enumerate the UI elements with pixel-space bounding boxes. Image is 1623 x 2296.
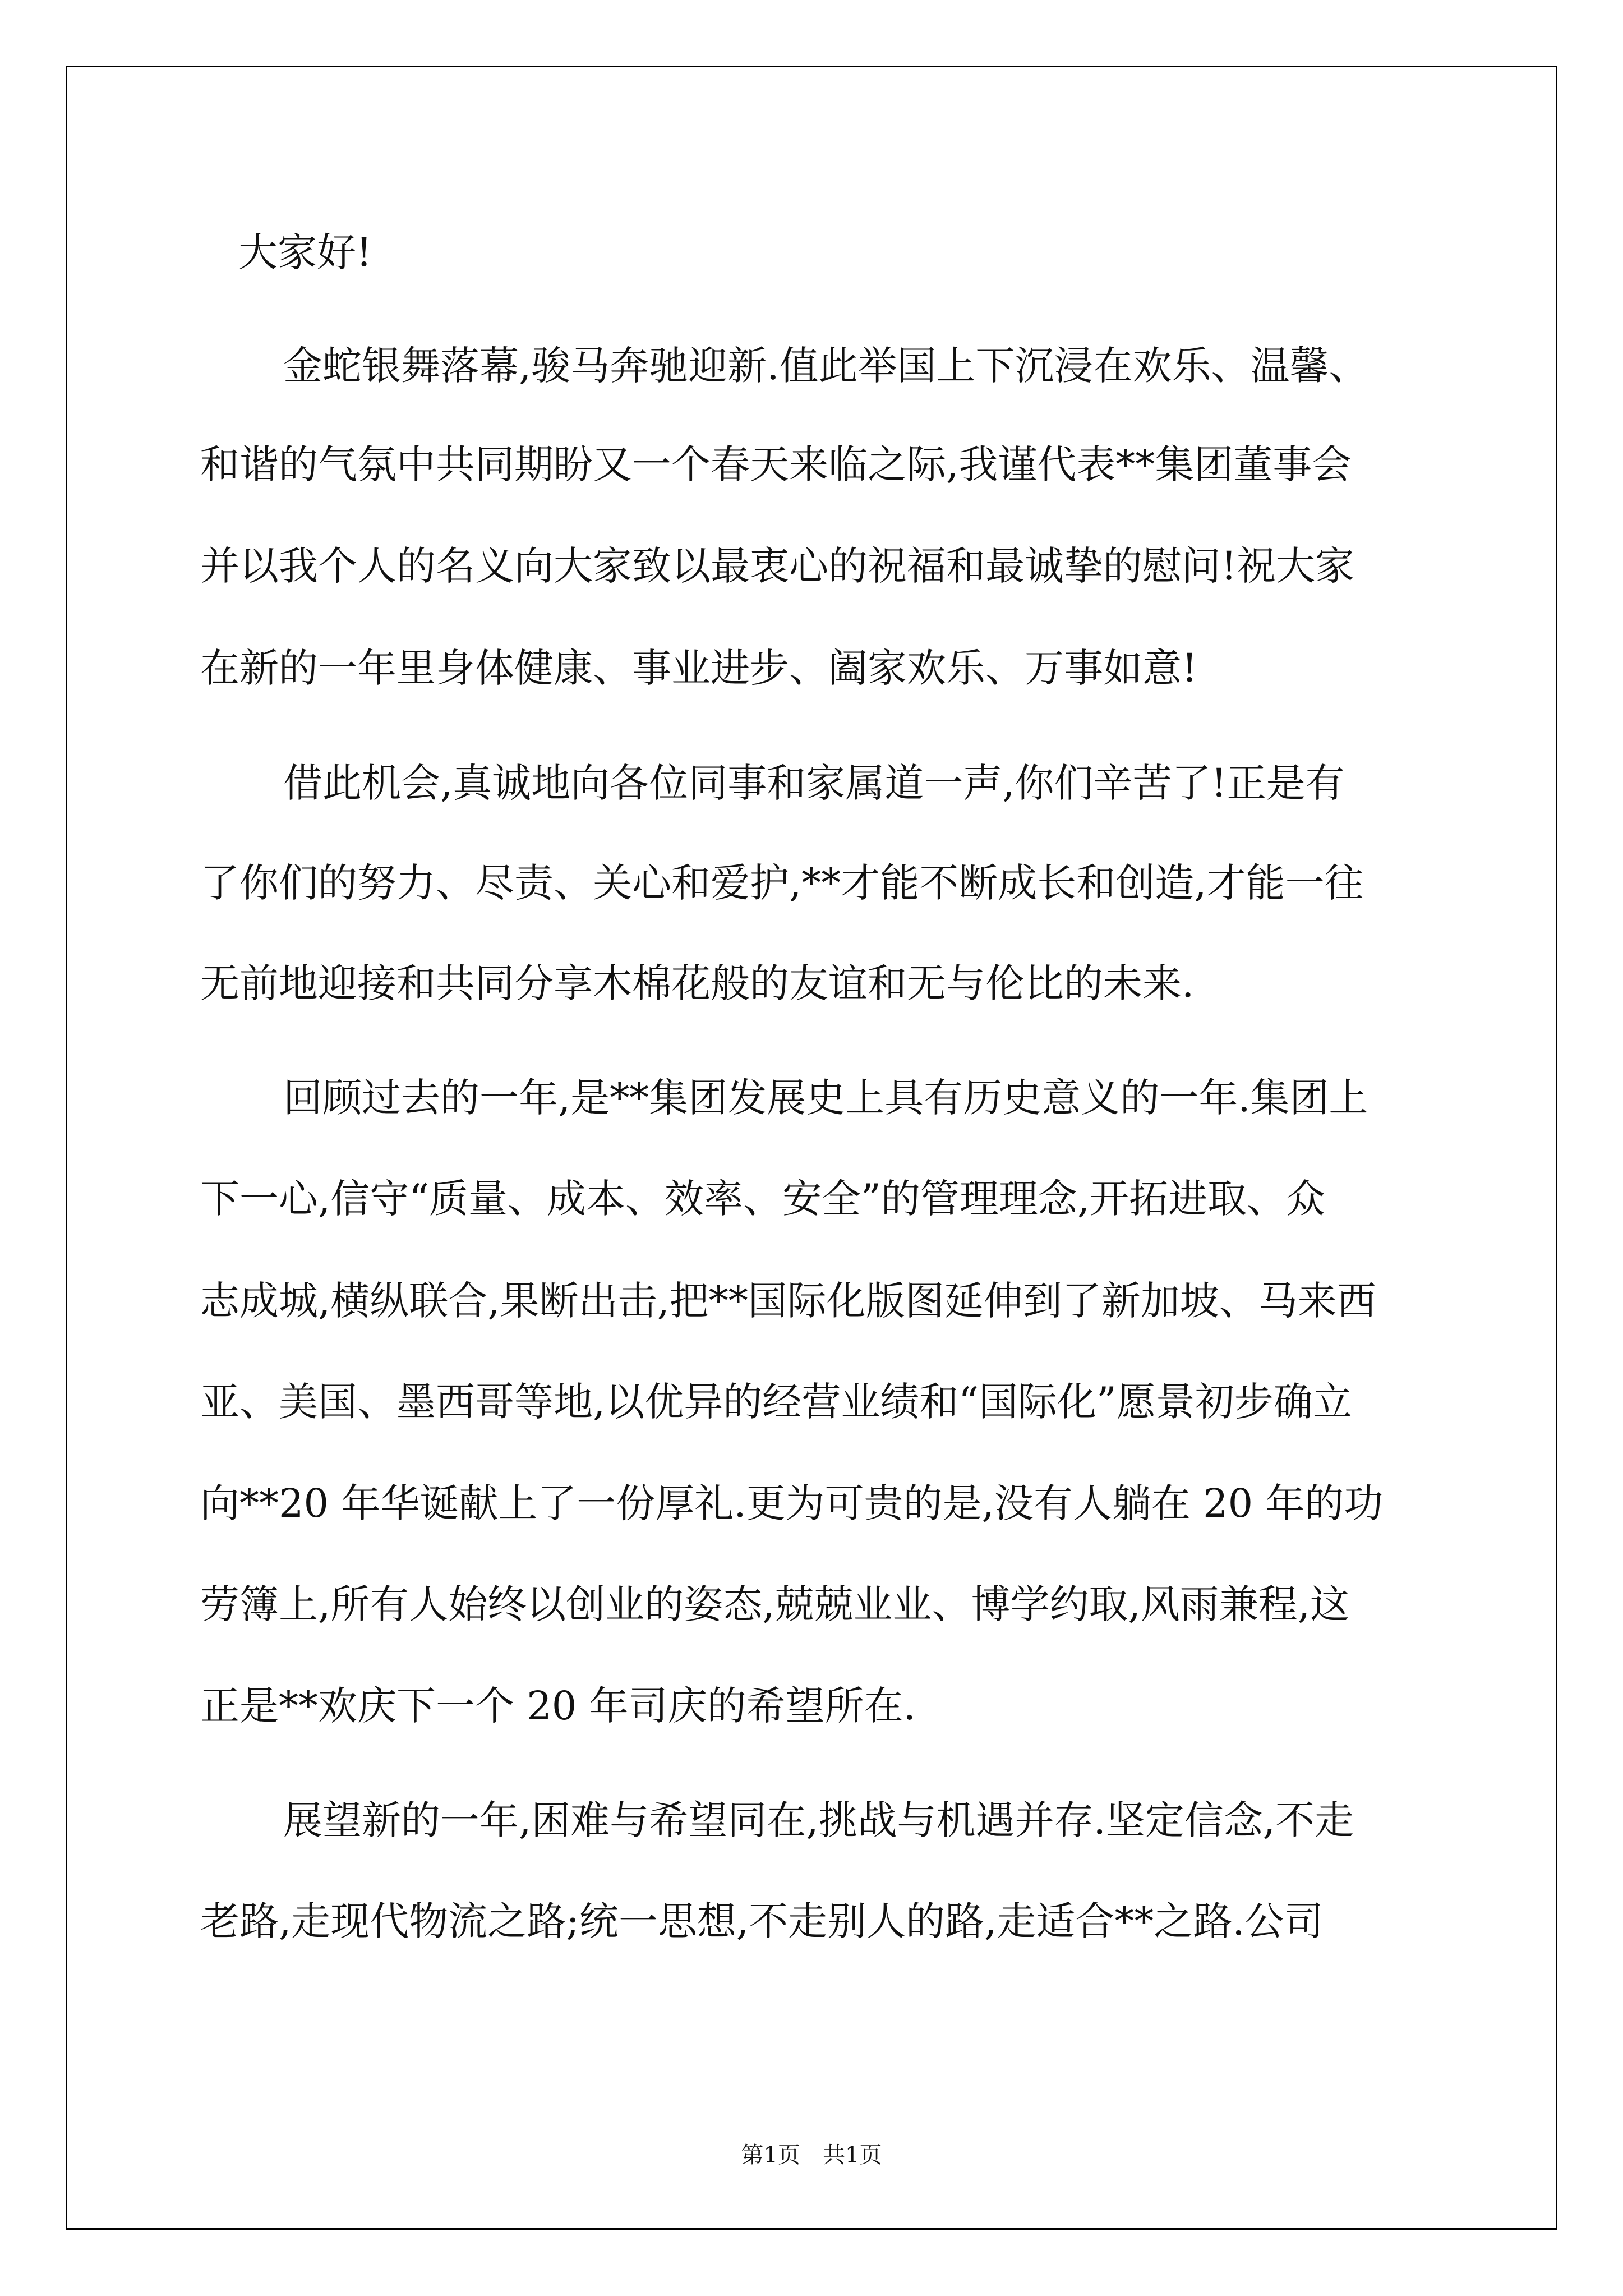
text-line: 下一心,信守“质量、成本、效率、安全”的管理理念,开拓进取、众 xyxy=(200,1176,1326,1222)
text-line: 在新的一年里身体健康、事业进步、阖家欢乐、万事如意! xyxy=(200,645,1198,691)
text-line: 无前地迎接和共同分享木棉花般的友谊和无与伦比的未来. xyxy=(200,960,1195,1006)
page-number: 第1页 共1页 xyxy=(741,2142,882,2168)
text-line: 正是**欢庆下一个 20 年司庆的希望所在. xyxy=(200,1683,916,1729)
text-line: 老路,走现代物流之路;统一思想,不走别人的路,走适合**之路.公司 xyxy=(200,1898,1324,1944)
text-line: 向**20 年华诞献上了一份厚礼.更为可贵的是,没有人躺在 20 年的功 xyxy=(200,1480,1384,1526)
text-line: 亚、美国、墨西哥等地,以优异的经营业绩和“国际化”愿景初步确立 xyxy=(200,1379,1352,1425)
text-line: 金蛇银舞落幕,骏马奔驰迎新.值此举国上下沉浸在欢乐、温馨、 xyxy=(283,343,1368,389)
document-body xyxy=(67,67,1556,2228)
text-line: 志成城,横纵联合,果断出击,把**国际化版图延伸到了新加坡、马来西 xyxy=(200,1278,1376,1324)
text-line: 借此机会,真诚地向各位同事和家属道一声,你们辛苦了!正是有 xyxy=(283,760,1345,806)
text-line: 劳簿上,所有人始终以创业的姿态,兢兢业业、博学约取,风雨兼程,这 xyxy=(200,1581,1350,1627)
text-line: 展望新的一年,困难与希望同在,挑战与机遇并存.坚定信念,不走 xyxy=(283,1797,1354,1843)
text-line: 了你们的努力、尽责、关心和爱护,**才能不断成长和创造,才能一往 xyxy=(200,860,1364,906)
text-line: 和谐的气氛中共同期盼又一个春天来临之际,我谨代表**集团董事会 xyxy=(200,441,1352,487)
text-line: 并以我个人的名义向大家致以最衷心的祝福和最诚挚的慰问!祝大家 xyxy=(200,543,1355,589)
text-line: 回顾过去的一年,是**集团发展史上具有历史意义的一年.集团上 xyxy=(283,1075,1368,1121)
text-line: 大家好! xyxy=(238,229,372,275)
page-frame xyxy=(66,66,1557,2230)
